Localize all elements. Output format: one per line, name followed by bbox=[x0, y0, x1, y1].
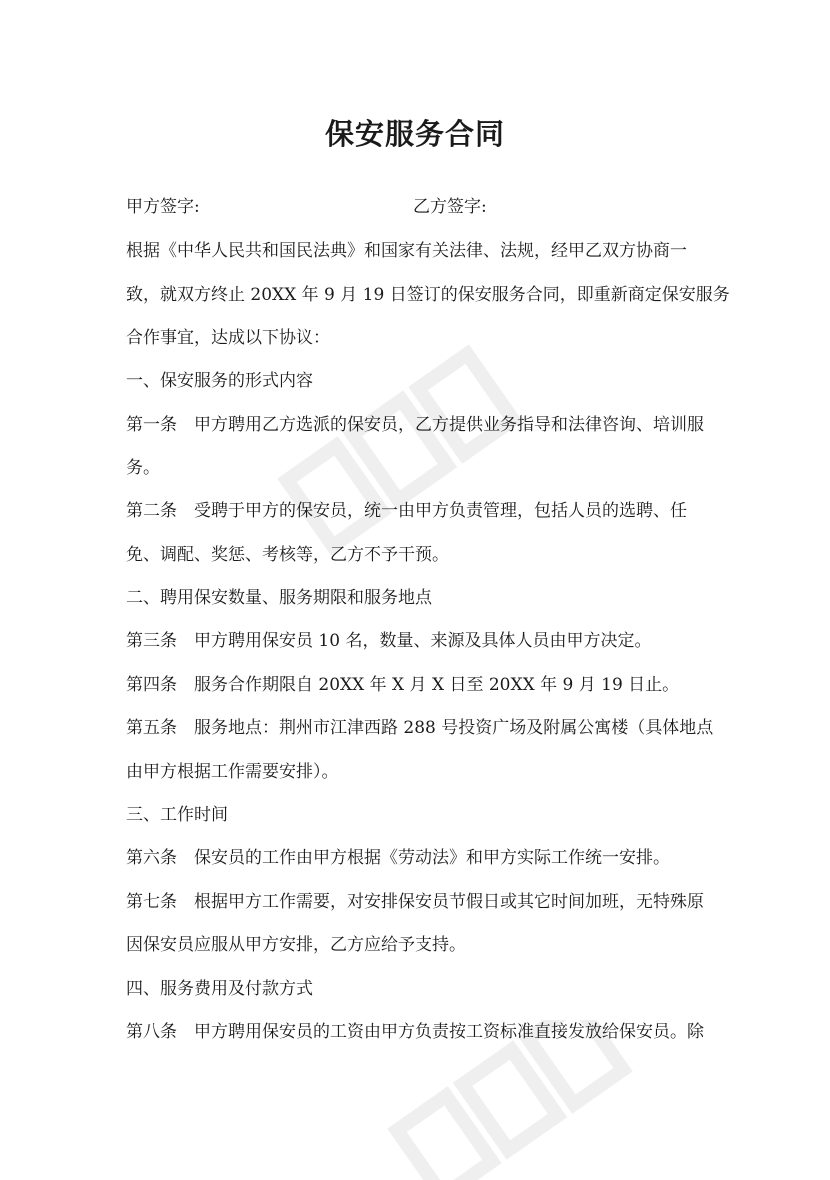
page-title: 保安服务合同 bbox=[324, 117, 505, 151]
paragraph-line: 由甲方根据工作需要安排）。 bbox=[126, 762, 339, 782]
paragraph-line: 第二条 受聘于甲方的保安员，统一由甲方负责管理，包括人员的选聘、任 bbox=[126, 501, 687, 521]
paragraph-line: 合作事宜，达成以下协议： bbox=[126, 328, 330, 348]
paragraph-line: 第四条 服务合作期限自 20XX 年 X 月 X 日至 20XX 年 9 月 19 日止。 bbox=[126, 675, 680, 695]
section-heading: 四、服务费用及付款方式 bbox=[126, 979, 313, 999]
signature-party-b: 乙方签字: bbox=[413, 197, 487, 217]
section-heading: 一、保安服务的形式内容 bbox=[126, 371, 313, 391]
paragraph-line: 第七条 根据甲方工作需要，对安排保安员节假日或其它时间加班，无特殊原 bbox=[126, 892, 704, 912]
section-heading: 二、聘用保安数量、服务期限和服务地点 bbox=[126, 588, 432, 608]
paragraph-line: 第三条 甲方聘用保安员 10 名，数量、来源及具体人员由甲方决定。 bbox=[126, 631, 652, 651]
paragraph-line: 根据《中华人民共和国民法典》和国家有关法律、法规，经甲乙双方协商一 bbox=[126, 241, 687, 261]
paragraph-line: 第一条 甲方聘用乙方选派的保安员，乙方提供业务指导和法律咨询、培训服 bbox=[126, 415, 704, 435]
section-heading: 三、工作时间 bbox=[126, 805, 228, 825]
paragraph-line: 第八条 甲方聘用保安员的工资由甲方负责按工资标准直接发放给保安员。除 bbox=[126, 1022, 704, 1042]
paragraph-line: 免、调配、奖惩、考核等，乙方不予干预。 bbox=[126, 545, 449, 565]
paragraph-line: 因保安员应服从甲方安排，乙方应给予支持。 bbox=[126, 935, 466, 955]
paragraph-line: 第五条 服务地点：荆州市江津西路 288 号投资广场及附属公寓楼（具体地点 bbox=[126, 718, 714, 738]
signature-party-a: 甲方签字: bbox=[126, 197, 200, 217]
paragraph-line: 务。 bbox=[126, 458, 160, 478]
paragraph-line: 第六条 保安员的工作由甲方根据《劳动法》和甲方实际工作统一安排。 bbox=[126, 848, 670, 868]
paragraph-line: 致，就双方终止 20XX 年 9 月 19 日签订的保安服务合同，即重新商定保安服务 bbox=[126, 285, 730, 305]
